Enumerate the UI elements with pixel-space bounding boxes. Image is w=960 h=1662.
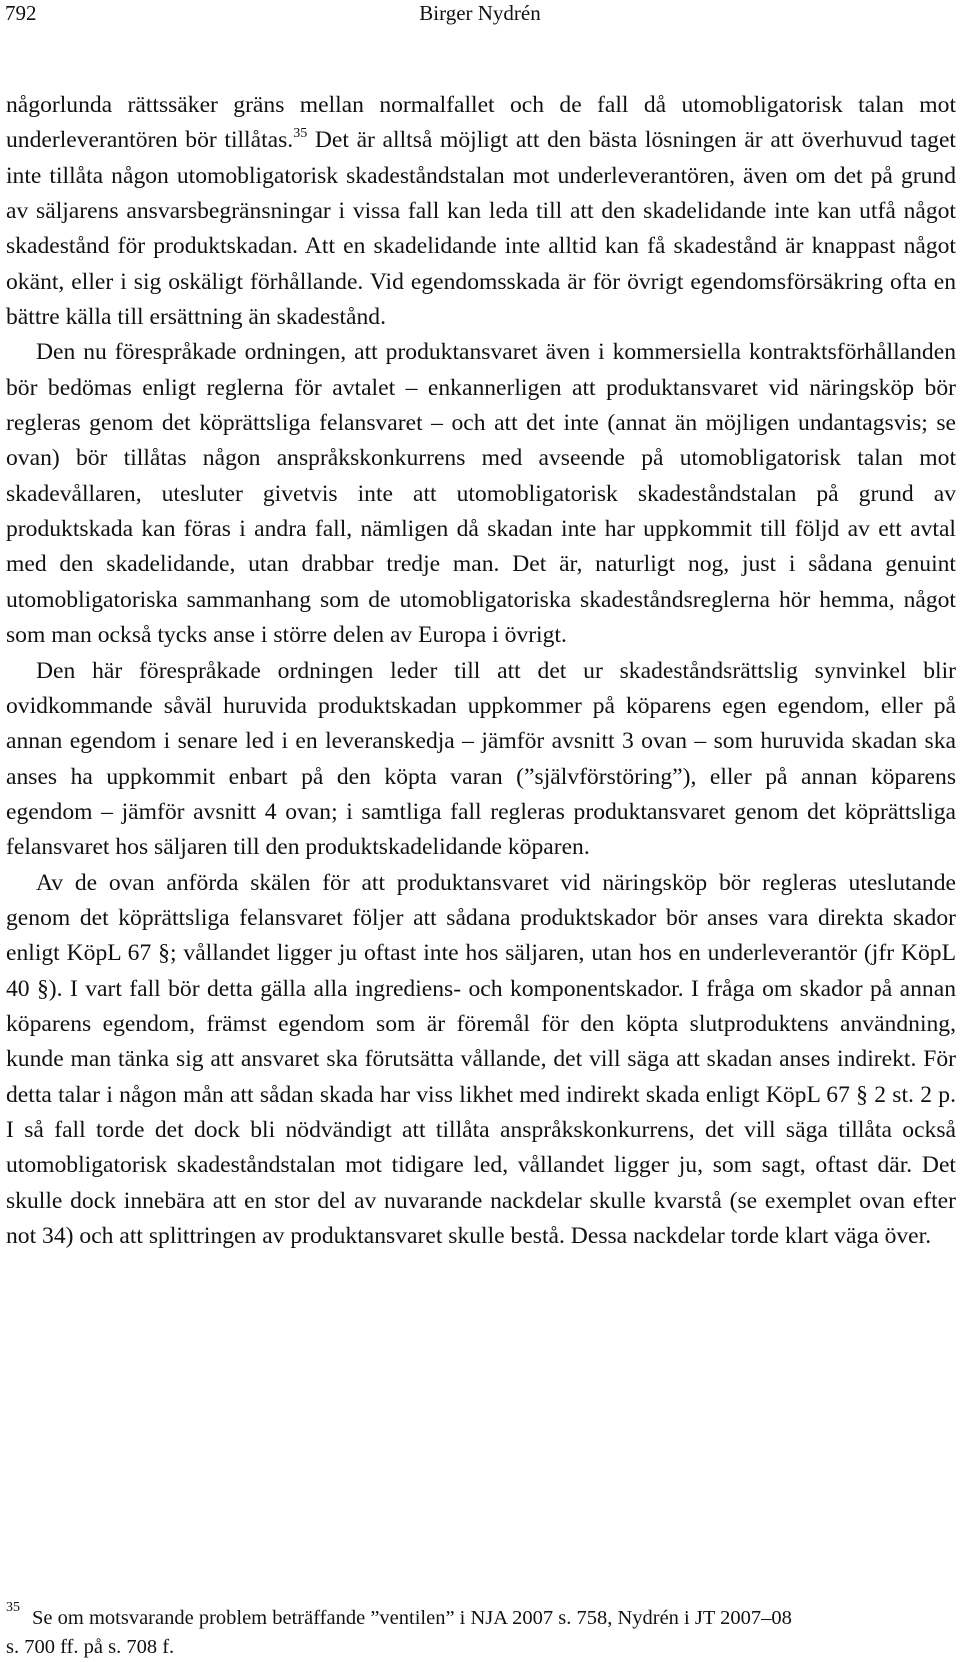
running-head: Birger Nydrén [419, 1, 541, 25]
paragraph-1-text-b: Det är alltså möjligt att den bästa lösningen är att överhuvud taget inte tillåta någon utomobligatorisk skadeståndstalan mot underleverantören, även om det på grund av säljarens ansvarsbegränsningar i vissa fall kan leda till att den skadelidande inte kan utfå något skadestånd för produktskadan. Att en skadelidande inte alltid kan få skadestånd är knappast något okänt, eller i sig oskäligt förhållande. Vid egendomsskada är för övrigt egendomsförsäkring ofta en bättre källa till ersättning än skadestånd. [6, 127, 956, 331]
paragraph-2: Den nu förespråkade ordningen, att produktansvaret även i kommersiella kontraktsförhållanden bör bedömas enligt reglerna för avtalet – enkannerligen att produktansvaret vid näringsköp bör regleras genom det köprättsliga felansvaret – och att det inte (annat än möjligen undantagsvis; se ovan) bör tillåtas någon anspråkskonkurrens med avseende på utomobligatorisk talan mot skadevållaren, utesluter givetvis inte att utomobligatorisk skadeståndstalan på grund av produktskada kan föras i andra fall, nämligen då skadan inte har uppkommit till följd av ett avtal med den skadelidande, utan drabbar tredje man. Det är, naturligt nog, just i sådana genuint utomobligatoriska sammanhang som de utomobligatoriska skadeståndsreglerna hör hemma, något som man också tycks anse i större delen av Europa i övrigt. [6, 339, 956, 649]
paragraph-1-text-a: någorlunda rättssäker gräns mellan normalfallet och de fall då utomobligatorisk talan mot underleverantören bör tillåtas. [6, 92, 956, 154]
footnote-reference: 35 [293, 126, 308, 142]
footnote-line-1: Se om motsvarande problem beträffande ”ventilen” i NJA 2007 s. 758, Nydrén i JT 2007–08 [32, 1607, 792, 1629]
paragraph-1 [6, 88, 956, 335]
page-number: 792 [5, 1, 37, 25]
footnotes [6, 1600, 956, 1662]
page-header [0, 0, 960, 40]
paragraph-3: Den här förespråkade ordningen leder till att det ur skadeståndsrättslig synvinkel blir ovidkommande såväl huruvida produktskadan uppkommer på köparens egen egendom, eller på annan egendom i senare led i en leveranskedja – jämför avsnitt 3 ovan – som huruvida skadan ska anses ha uppkommit enbart på den köpta varan (”självförstöring”), eller på annan köparens egendom – jämför avsnitt 4 ovan; i samtliga fall regleras produktansvaret genom det köprättsliga felansvaret hos säljaren till den produktskadelidande köparen. [6, 657, 956, 861]
paragraph-4: Av de ovan anförda skälen för att produktansvaret vid näringsköp bör regleras uteslutande genom det köprättsliga felansvaret följer att sådana produktskador bör anses vara direkta skador enligt KöpL 67 §; vållandet ligger ju oftast inte hos säljaren, utan hos en underleverantör (jfr KöpL 40 §). I vart fall bör detta gälla alla ingrediens- och komponentskador. I fråga om skador på annan köparens egendom, främst egendom som är föremål för den köpta slutproduktens användning, kunde man tänka sig att ansvaret ska förutsätta vållande, det vill säga att skadan anses indirekt. För detta talar i någon mån att sådan skada har viss likhet med indirekt skada enligt KöpL 67 § 2 st. 2 p. I så fall torde det dock bli nödvändigt att tillåta anspråkskonkurrens, det vill säga tillåta också utomobligatorisk skadeståndstalan mot tidigare led, vållandet ligger ju, som sagt, oftast där. Det skulle dock innebära att en stor del av nuvarande nackdelar skulle kvarstå (se exemplet ovan efter not 34) och att splittringen av produktansvaret skulle bestå. Dessa nackdelar torde klart väga över. [6, 869, 956, 1249]
footnote-text [6, 1604, 956, 1662]
body-text [6, 88, 956, 1254]
footnote-line-2: s. 700 ff. på s. 708 f. [6, 1636, 175, 1658]
footnote-number: 35 [6, 1600, 20, 1615]
